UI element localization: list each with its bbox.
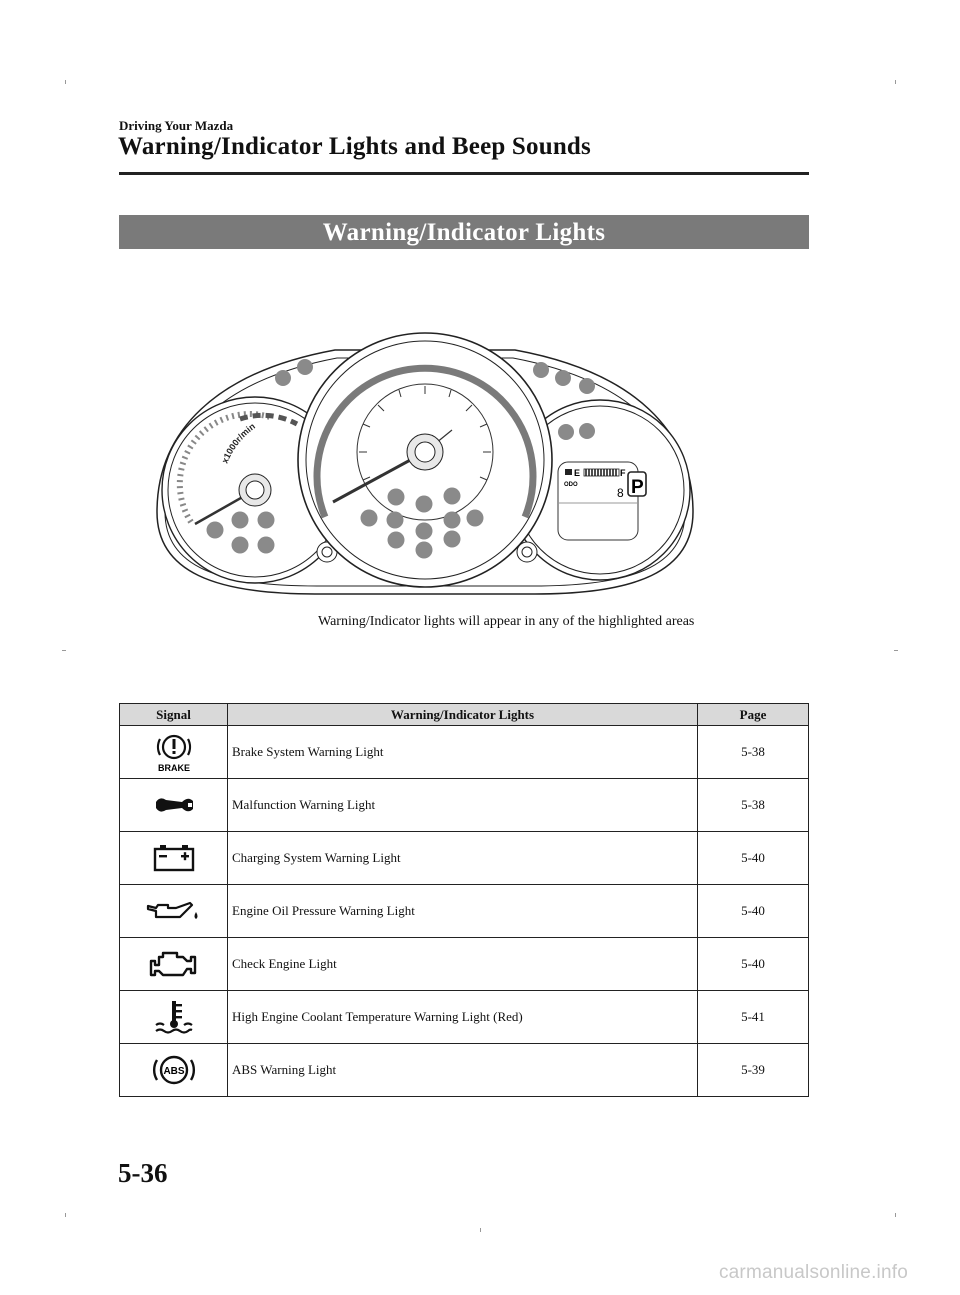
indicator-spot [232,512,249,529]
gear-position: P [631,477,644,498]
check-engine-icon [149,949,199,979]
indicator-spot [416,542,433,559]
brake-warning-icon [152,730,196,774]
indicator-spot [275,370,291,386]
indicator-spot [533,362,549,378]
odometer-label: ODO [564,482,578,488]
table-row [120,726,809,779]
crop-mark [894,650,898,651]
signal-cell [120,779,228,832]
table-header-row [120,704,809,726]
illustration-caption: Warning/Indicator lights will appear in any of the highlighted areas [318,614,695,629]
indicator-spot [467,510,484,527]
indicator-spot [297,359,313,375]
signal-cell [120,1044,228,1097]
indicator-spot [444,531,461,548]
page-ref: 5-40 [698,832,809,885]
table-row [120,1044,809,1097]
indicator-spot [258,512,275,529]
light-name: ABS Warning Light [228,1044,698,1097]
fuel-pump-icon [565,469,572,475]
tach-unit-label: x1000r/min [219,421,257,465]
page-ref: 5-41 [698,991,809,1044]
title-rule [119,172,809,175]
watermark: carmanualsonline.info [718,1262,908,1283]
indicator-spot [558,424,574,440]
crop-mark [65,80,66,84]
page-title: Warning/Indicator Lights and Beep Sounds [118,133,591,160]
crop-mark [65,1213,66,1217]
table-row [120,885,809,938]
crop-mark [62,650,66,651]
oil-can-icon [146,898,202,924]
light-name: Charging System Warning Light [228,832,698,885]
wrench-icon [152,793,196,817]
crop-mark [480,1228,481,1232]
page-number: 5-36 [118,1158,168,1188]
section-banner: Warning/Indicator Lights [119,215,809,249]
battery-icon [152,843,196,873]
page-ref: 5-40 [698,885,809,938]
abs-icon [150,1052,198,1088]
page-ref: 5-39 [698,1044,809,1097]
warning-lights-table [119,703,809,1097]
gear-small-digit: 8 [617,486,624,500]
instrument-cluster-illustration [155,312,695,602]
fuel-empty-label: E [574,468,581,478]
indicator-spot [387,512,404,529]
page-ref: 5-38 [698,726,809,779]
light-name: Brake System Warning Light [228,726,698,779]
signal-cell [120,726,228,779]
indicator-spot [361,510,378,527]
indicator-spot [444,512,461,529]
section-header: Driving Your Mazda [119,118,234,133]
indicator-spot [555,370,571,386]
abs-icon-text: ABS [162,1066,185,1077]
indicator-spot [416,496,433,513]
column-header-page: Page [698,704,809,726]
table-row [120,832,809,885]
fuel-full-label: F [620,468,626,478]
indicator-spot [416,523,433,540]
table-row [120,991,809,1044]
light-name: Engine Oil Pressure Warning Light [228,885,698,938]
signal-cell [120,832,228,885]
light-name: Malfunction Warning Light [228,779,698,832]
coolant-temperature-icon [152,999,196,1035]
signal-cell [120,938,228,991]
indicator-spot [579,378,595,394]
indicator-spot [388,532,405,549]
light-name: High Engine Coolant Temperature Warning Light (Red) [228,991,698,1044]
indicator-spot [388,489,405,506]
indicator-spot [579,423,595,439]
table-row [120,938,809,991]
signal-cell [120,991,228,1044]
page-ref: 5-38 [698,779,809,832]
column-header-lights: Warning/Indicator Lights [228,704,698,726]
speedometer-dial [298,333,552,587]
indicator-spot [232,537,249,554]
column-header-signal: Signal [120,704,228,726]
indicator-spot [258,537,275,554]
indicator-spot [444,488,461,505]
brake-icon-text: BRAKE [157,763,190,773]
page-ref: 5-40 [698,938,809,991]
indicator-spot [207,522,224,539]
light-name: Check Engine Light [228,938,698,991]
crop-mark [895,1213,896,1217]
signal-cell [120,885,228,938]
table-row [120,779,809,832]
crop-mark [895,80,896,84]
